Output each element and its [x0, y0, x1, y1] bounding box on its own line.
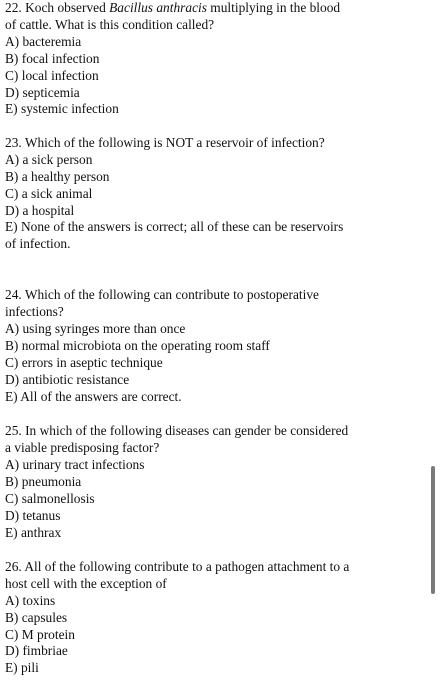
question-24-option-b: B) normal microbiota on the operating room staff — [5, 337, 270, 353]
question-24-stem-line-2: infections? — [5, 303, 64, 319]
question-23-option-e-continued: of infection. — [5, 236, 71, 252]
question-24-stem-line-1: 24. Which of the following can contribute to postoperative — [5, 287, 319, 303]
question-23-option-c: C) a sick animal — [5, 185, 93, 201]
spacer — [5, 405, 425, 423]
question-22-option-a: A) bacteremia — [5, 33, 82, 49]
question-25-stem-line-1: 25. In which of the following diseases can gender be considered — [5, 423, 349, 439]
question-26 — [5, 559, 425, 677]
question-22-option-c: C) local infection — [5, 67, 99, 83]
question-23-option-e: E) None of the answers is correct; all of these can be reservoirs — [5, 219, 344, 235]
question-25-stem-line-2: a viable predisposing factor? — [5, 440, 160, 456]
question-25-option-a: A) urinary tract infections — [5, 457, 145, 473]
question-22-stem-line-1 — [5, 0, 425, 17]
question-25-option-d: D) tetanus — [5, 507, 61, 523]
question-26-option-c: C) M protein — [5, 626, 75, 642]
question-25-option-b: B) pneumonia — [5, 474, 82, 490]
question-26-option-d: D) fimbriae — [5, 643, 68, 659]
question-23 — [5, 135, 425, 253]
question-22-option-d: D) septicemia — [5, 84, 80, 100]
question-22-stem-suffix: multiplying in the blood — [206, 0, 341, 15]
question-22-stem-prefix: 22. Koch observed — [5, 0, 110, 15]
question-23-option-a: A) a sick person — [5, 151, 93, 167]
question-24-option-c: C) errors in aseptic technique — [5, 354, 163, 370]
question-25-option-e: E) anthrax — [5, 524, 62, 540]
question-26-stem-line-1: 26. All of the following contribute to a pathogen attachment to a — [5, 558, 350, 574]
question-26-option-b: B) capsules — [5, 609, 68, 625]
question-26-stem-line-2: host cell with the exception of — [5, 575, 167, 591]
question-25-option-c: C) salmonellosis — [5, 491, 95, 507]
question-22-stem-line-2: of cattle. What is this condition called? — [5, 16, 215, 32]
question-24-option-d: D) antibiotic resistance — [5, 371, 130, 387]
vertical-scrollbar[interactable] — [431, 466, 435, 594]
question-22 — [5, 0, 425, 118]
spacer — [5, 118, 425, 135]
question-22-stem-italic: Bacillus anthracis — [109, 0, 207, 15]
question-24-option-a: A) using syringes more than once — [5, 320, 186, 336]
question-23-option-d: D) a hospital — [5, 202, 75, 218]
question-22-option-e: E) systemic infection — [5, 101, 119, 117]
question-25 — [5, 423, 425, 541]
question-23-option-b: B) a healthy person — [5, 168, 110, 184]
spacer — [5, 542, 425, 559]
question-26-option-e: E) pili — [5, 660, 39, 676]
question-26-option-a: A) toxins — [5, 592, 56, 608]
question-24-option-e: E) All of the answers are correct. — [5, 388, 182, 404]
question-24 — [5, 287, 425, 405]
question-23-stem-line-1: 23. Which of the following is NOT a reservoir of infection? — [5, 134, 325, 150]
question-document — [5, 0, 425, 677]
spacer — [5, 253, 425, 287]
question-22-option-b: B) focal infection — [5, 50, 100, 66]
